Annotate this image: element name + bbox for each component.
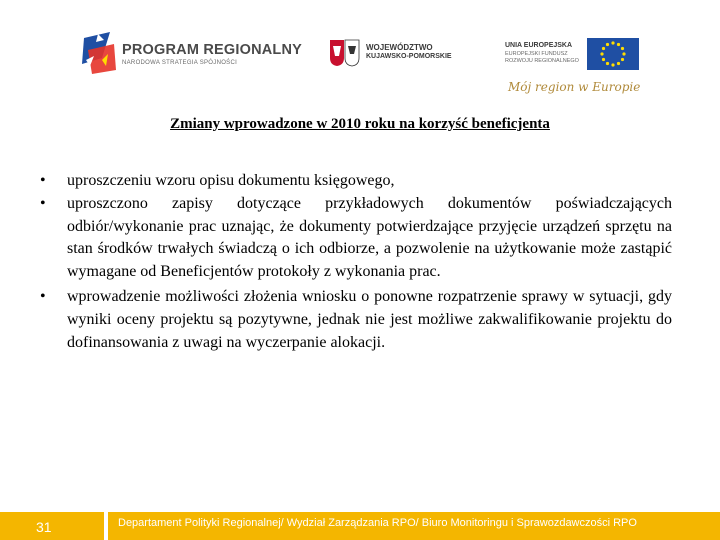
- slide-title: Zmiany wprowadzone w 2010 roku na korzyść beneficjenta: [170, 116, 550, 132]
- bullet-icon: •: [40, 287, 46, 305]
- list-item: [40, 170, 672, 193]
- wojewodztwo-logo: [328, 38, 478, 68]
- eu-logo: [505, 38, 645, 72]
- eu-logo-line3: ROZWOJU REGIONALNEGO: [505, 58, 579, 64]
- bullet-icon: •: [40, 194, 46, 212]
- bullet-text: uproszczono zapisy dotyczące przykładowych dokumentów poświadczających odbiór/wykonanie prac uznając, że dokumenty potwierdzające przyjęcie urządzeń sprzętu na stan środków trwałych świadczą o ich odbiorze, a pozwolenie na użytkowanie może zastąpić wymagane od Beneficjentów protokoły z wykonania prac.: [67, 194, 672, 281]
- bullet-text: wprowadzenie możliwości złożenia wniosku o ponowne rozpatrzenie sprawy w sytuacji, gdy wyniki oceny projektu są pozytywne, jednak nie jest możliwe zakwalifikowanie projektu do dofinansowania z uwagi na wyczerpanie alokacji.: [67, 287, 672, 351]
- region-logo-line1: WOJEWÓDZTWO: [366, 43, 433, 52]
- bullet-icon: •: [40, 172, 46, 189]
- program-logo-subtitle: NARODOWA STRATEGIA SPÓJNOŚCI: [122, 60, 238, 66]
- eu-flag-icon: [587, 38, 639, 70]
- program-logo-title: PROGRAM REGIONALNY: [122, 42, 303, 58]
- eu-logo-line1: UNIA EUROPEJSKA: [505, 42, 573, 49]
- list-item: [40, 193, 672, 284]
- slogan-text: Mój region w Europie: [508, 80, 641, 94]
- eu-logo-line2: EUROPEJSKI FUNDUSZ: [505, 51, 568, 57]
- coat-of-arms-icon: [328, 38, 362, 68]
- page-number: 31: [36, 519, 52, 535]
- logo-header: [0, 0, 720, 110]
- region-logo-line2: KUJAWSKO-POMORSKIE: [366, 53, 452, 60]
- footer-divider: [104, 512, 108, 540]
- program-regionalny-logo: [80, 30, 303, 80]
- bullet-list: [40, 170, 672, 354]
- footer-bar: [0, 512, 720, 540]
- program-regionalny-emblem-icon: [80, 30, 120, 76]
- list-item: [40, 286, 672, 354]
- department-text: Departament Polityki Regionalnej/ Wydział Zarządzania RPO/ Biuro Monitoringu i Sprawozdawczości RPO: [118, 517, 637, 529]
- bullet-text: uproszczeniu wzoru opisu dokumentu księgowego,: [67, 172, 395, 189]
